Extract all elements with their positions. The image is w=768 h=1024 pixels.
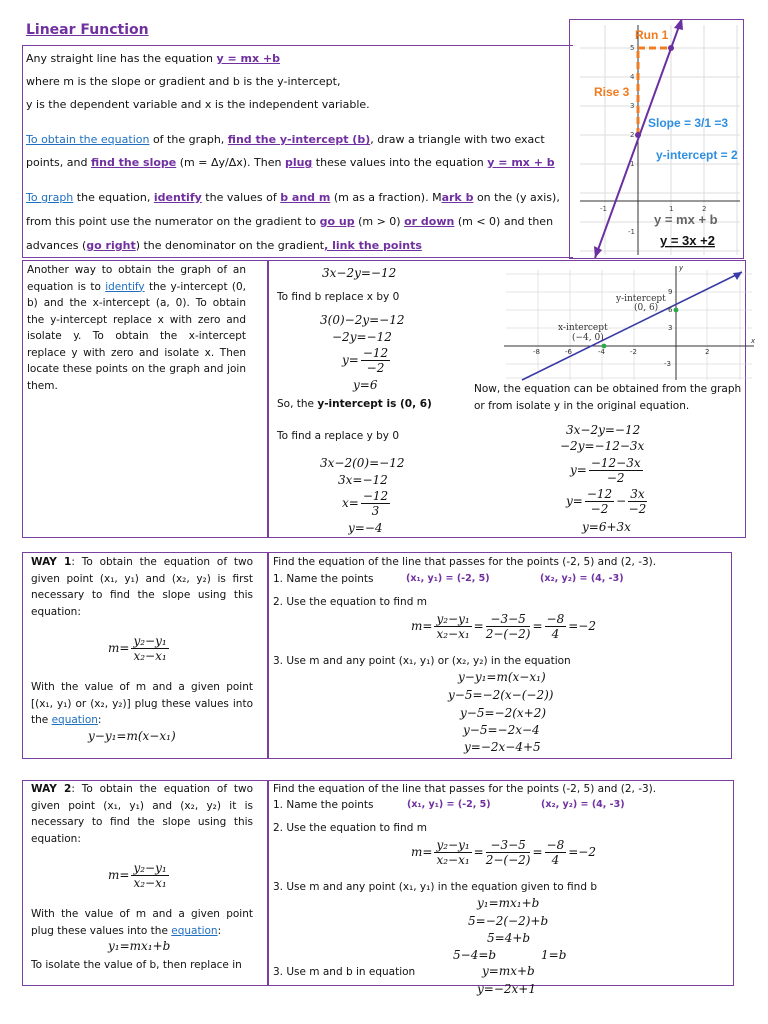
int-a1: 3x−2(0)=−12 — [320, 456, 405, 470]
way2-divider — [267, 781, 269, 985]
way2-desc2: With the value of m and a given point plug these values into the equation: — [31, 908, 253, 937]
identify-link-2[interactable]: identify — [105, 280, 145, 293]
graph1-tick-ym1: -1 — [628, 228, 635, 236]
graph1-svg — [570, 20, 743, 258]
go-up-link[interactable]: go up — [319, 215, 355, 228]
int-b-result: So, the y-intercept is (0, 6) — [277, 398, 432, 410]
graph1-tick-y1: 1 — [630, 160, 635, 168]
way2-point1: (x₁, y₁) = (-2, 5) — [407, 799, 491, 810]
way1-s3: y−5=−2(x+2) — [460, 706, 547, 720]
way2-s6: y=−2x+1 — [477, 982, 536, 996]
graph1-tick-xm1: -1 — [600, 205, 607, 213]
graph2-tick-y-3: -3 — [664, 360, 671, 368]
way1-s5: y=−2x−4+5 — [464, 740, 541, 754]
way1-step3: 3. Use m and any point (x₁, y₁) or (x₂, y₂) in the equation — [273, 655, 571, 667]
graph1-tick-x2: 2 — [702, 205, 707, 213]
graph1-tick-y3: 3 — [630, 102, 635, 110]
int-b1: 3(0)−2y=−12 — [320, 313, 405, 327]
way1-calc: m= $\frac{\text{y₂−y₁}}{\text{x₂−x₁}}$ = $\frac{-3-5}{2-(-2)}$ = $\frac{-8}{4}$ =−2 — [411, 612, 596, 641]
way1-step2: 2. Use the equation to find m — [273, 596, 427, 608]
way1-divider — [267, 553, 269, 758]
b-and-m-link[interactable]: b and m — [280, 191, 331, 204]
obtain-equation-link[interactable]: To obtain the equation — [26, 133, 150, 146]
graph1-yint-label: y-intercept = 2 — [656, 148, 738, 162]
way1-s4: y−5=−2x−4 — [463, 723, 540, 737]
way1-point1: (x₁, y₁) = (-2, 5) — [406, 573, 490, 584]
find-y-intercept-link[interactable]: find the y-intercept (b) — [227, 133, 371, 146]
graph1-tick-y5: 5 — [630, 44, 635, 52]
way1-equation-link[interactable]: equation — [51, 714, 98, 726]
way2-desc: WAY 2: To obtain the equation of two given point (x₁, y₁) and (x₂, y₂) it is necessary to find the slope using this equation: — [31, 783, 254, 845]
go-down-link[interactable]: or down — [404, 215, 455, 228]
graph2-tick-x-8: -8 — [533, 348, 540, 356]
way1-desc: WAY 1: To obtain the equation of two given point (x₁, y₁) and (x₂, y₂) is first necessary to find the slope using this equation: — [31, 556, 254, 618]
graph2-tick-x2: 2 — [705, 348, 710, 356]
graph2-tick-y6: 6 — [668, 306, 673, 314]
graph2-point-yint — [674, 308, 679, 313]
graph2-tick-x-4: -4 — [598, 348, 605, 356]
int-r2: −2y=−12−3x — [560, 439, 645, 453]
way1-desc2: With the value of m and a given point [(x₁, y₁) or (x₂, y₂)] plug these values into the equation: — [31, 681, 253, 726]
way2-calc: m= $\frac{\text{y₂−y₁}}{\text{x₂−x₁}}$ = $\frac{-3-5}{2-(-2)}$ = $\frac{-8}{4}$ =−2 — [411, 838, 596, 867]
graph1-arrow-top — [674, 20, 683, 30]
page-title: Linear Function — [26, 22, 149, 38]
intro-line-3: y is the dependent variable and x is the independent variable. — [26, 98, 370, 111]
graph1-point-2 — [668, 45, 674, 51]
way1-s1: y−y₁=m(x−x₁) — [458, 670, 546, 684]
int-r1: 3x−2y=−12 — [566, 423, 641, 437]
graph1-rise-label: Rise 3 — [594, 85, 630, 99]
intro-line-1: Any straight line has the equation y = mx +b — [26, 52, 281, 65]
graph2-tick-y9: 9 — [668, 288, 673, 296]
identify-link[interactable]: identify — [153, 191, 202, 204]
intro-text — [26, 47, 571, 258]
int-b2: −2y=−12 — [332, 330, 392, 344]
int-a4: y=−4 — [348, 521, 383, 535]
int-b4: y=6 — [353, 378, 378, 392]
graph1-run-label: Run 1 — [635, 28, 669, 42]
way1-formula: m= $\frac{\text{y₂−y₁}}{\text{x₂−x₁}}$ — [108, 634, 167, 663]
graph1-general-eq: y = mx + b — [654, 212, 718, 227]
int-r4: y= $\frac{-12}{-2}$ − $\frac{3x}{-2}$ — [566, 487, 647, 516]
link-points-link[interactable]: , link the points — [324, 239, 422, 252]
way2-desc3: To isolate the value of b, then replace in — [31, 959, 242, 971]
graph2-xint-point: (−4, 0) — [572, 333, 604, 343]
way2-s1: y₁=mx₁+b — [477, 896, 540, 910]
intercepts-divider — [267, 261, 269, 537]
graph2-tick-x-6: -6 — [565, 348, 572, 356]
find-slope-link[interactable]: find the slope — [90, 156, 177, 169]
graph1-tick-y2: 2 — [630, 131, 635, 139]
way2-s2: 5=−2(−2)+b — [468, 914, 549, 928]
graph2-xint-label: x-intercept — [558, 323, 608, 333]
int-a2: 3x=−12 — [338, 473, 388, 487]
int-now-text: Now, the equation can be obtained from the graph or from isolate y in the original equation. — [474, 383, 742, 412]
int-find-b: To find b replace x by 0 — [277, 291, 400, 303]
way2-step4: 3. Use m and b in equation — [273, 966, 416, 978]
way2-point2: (x₂, y₂) = (4, -3) — [541, 799, 625, 810]
graph2-grid — [506, 270, 752, 380]
way2-s4a: 5−4=b — [453, 948, 497, 962]
way2-step3: 3. Use m and any point (x₁, y₁) in the equation given to find b — [273, 881, 597, 893]
graph2-x-axis-label: x — [751, 337, 756, 345]
plug-link[interactable]: plug — [284, 156, 313, 169]
way2-slope-intercept: y₁=mx₁+b — [108, 939, 171, 953]
graph2-yint-label: y-intercept — [616, 294, 666, 304]
intro-line-2: where m is the slope or gradient and b is the y-intercept, — [26, 75, 341, 88]
way2-step2: 2. Use the equation to find m — [273, 822, 427, 834]
way2-s5: y=mx+b — [482, 964, 535, 978]
intro-para-1: To obtain the equation of the graph, find the y-intercept (b), draw a triangle with two exact points, and find the slope (m = Δy/Δx). Then plug these values into the equation y = mx + b — [26, 133, 555, 169]
way1-step1: 1. Name the points — [273, 573, 374, 585]
int-r5: y=6+3x — [582, 520, 631, 534]
way2-step1: 1. Name the points — [273, 799, 374, 811]
go-right-link[interactable]: go right — [86, 239, 136, 252]
to-graph-link[interactable]: To graph — [26, 191, 74, 204]
way2-equation-link[interactable]: equation — [171, 924, 218, 937]
way2-s3: 5=4+b — [487, 931, 531, 945]
way1-problem: Find the equation of the line that passes for the points (-2, 5) and (2, -3). — [273, 556, 657, 568]
equation-link[interactable]: y = mx +b — [216, 52, 281, 65]
int-find-a: To find a replace y by 0 — [277, 430, 400, 442]
graph2-tick-y3: 3 — [668, 324, 673, 332]
graph1-tick-y4: 4 — [630, 73, 635, 81]
graph1-tick-x1: 1 — [669, 205, 674, 213]
way2-s4b: 1=b — [541, 948, 567, 962]
way2-formula: m= $\frac{\text{y₂−y₁}}{\text{x₂−x₁}}$ — [108, 861, 167, 890]
int-r3: y= $\frac{-12-3x}{-2}$ — [570, 456, 641, 485]
way2-problem: Find the equation of the line that passes for the points (-2, 5) and (2, -3). — [273, 783, 657, 795]
graph2-yint-point: (0, 6) — [634, 303, 659, 313]
intro-para-2: To graph the equation, identify the values of b and m (m as a fraction). Mark b on the (y axis), from this point use the numerator on the gradient to go up (m > 0) or down (m < 0) and then advances (go right) the denominator on the gradient, link the points — [26, 191, 560, 252]
int-b3: y= $\frac{-12}{-2}$ — [342, 346, 389, 375]
graph2-tick-x-2: -2 — [630, 348, 637, 356]
way1-point2: (x₂, y₂) = (4, -3) — [540, 573, 624, 584]
graph2-svg — [500, 262, 758, 382]
int-a3: x= $\frac{-12}{3}$ — [342, 489, 389, 518]
graph1-slope-label: Slope = 3/1 =3 — [648, 116, 729, 130]
equation-link-2[interactable]: y = mx + b — [487, 156, 555, 169]
graph2-y-axis-label: y — [679, 264, 684, 272]
graph1-point-intercept — [635, 132, 641, 138]
way1-pointslope: y−y₁=m(x−x₁) — [88, 729, 176, 743]
way1-s2: y−5=−2(x−(−2)) — [448, 688, 554, 702]
intercepts-text: Another way to obtain the graph of an equation is to identify the y-intercept (0, b) and the x-intercept (a, 0). To obtain the y-intercept replace x with zero and isolate y. To obtain the x-intercept replace y with zero and isolate x. Then locate these points on the graph and join them. — [27, 264, 246, 392]
mark-b-link[interactable]: ark b — [441, 191, 474, 204]
graph1-specific-eq: y = 3x +2 — [660, 233, 715, 248]
int-eq0: 3x−2y=−12 — [322, 266, 397, 280]
